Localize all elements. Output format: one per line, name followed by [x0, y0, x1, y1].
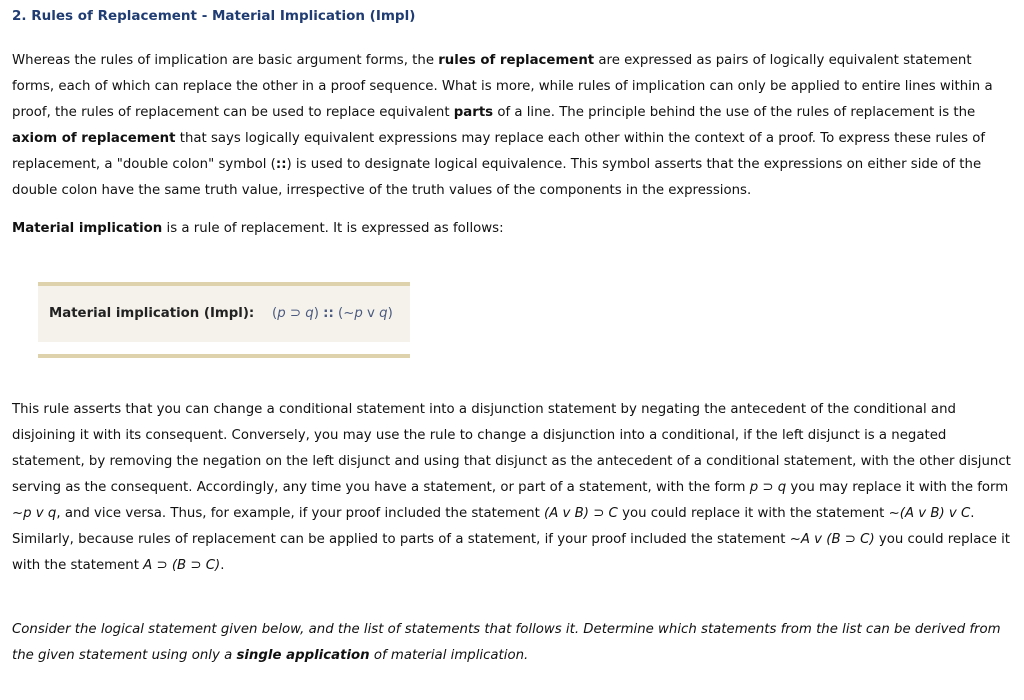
explanation-text-5: . Similarly, because rules of replacement can be applied to parts of a statement, if your proof included the statement — [12, 506, 975, 547]
intro-text-3: of a line. The principle behind the use of the rules of replacement is the — [493, 105, 976, 120]
instruction-paragraph — [12, 617, 1012, 669]
explanation-text-1: This rule asserts that you can change a conditional statement into a disjunction statement by negating the antecedent of the conditional and disjoining it with its consequent. Conversely, you may use the rule to change a disjunction into a conditional, if the left disjunct is a negated statement, by removing the negation on the left disjunct and using that disjunct as the antecedent of a conditional statement, with the other disjunct serving as the consequent. Accordingly, any time you have a statement, or part of a statement, with the form — [12, 402, 1011, 495]
intro-text-2: are expressed as pairs of logically equivalent statement forms, each of which can replace the other in a proof sequence. What is more, while rules of implication can only be applied to entire lines within a proof, the rules of replacement can be used to replace equivalent — [12, 53, 993, 120]
math-example-1: (A v B) ⊃ C — [544, 506, 618, 521]
instruction-text-2: of material implication. — [369, 648, 529, 663]
rule-box-body — [38, 286, 410, 342]
rule-box-bottom-border — [38, 354, 410, 358]
rule-box — [38, 282, 410, 359]
term-parts: parts — [453, 105, 494, 120]
formula-negation: (~ — [333, 306, 355, 321]
instruction-text-1: Consider the logical statement given below, and the list of statements that follows it. Determine which statements from the list can be derived from the given statement using only a — [12, 622, 1001, 663]
formula-var-q: q — [305, 306, 314, 321]
intro-text-5: ) is used to designate logical equivalence. This symbol asserts that the expressions on either side of the double colon have the same truth value, irrespective of the truth values of the components in the expressions. — [12, 157, 982, 198]
formula-paren: ) — [313, 306, 324, 321]
formula-paren: ) — [387, 306, 393, 321]
definition-text: is a rule of replacement. It is expressed as follows: — [162, 221, 504, 236]
math-example-1-result: ~(A v B) v C — [888, 506, 971, 521]
term-axiom-of-replacement: axiom of replacement — [12, 131, 176, 146]
explanation-text-7: . — [220, 558, 225, 573]
rule-formula — [272, 306, 393, 321]
explanation-text-6: you could replace it with the statement — [12, 532, 1011, 573]
formula-paren: ( — [272, 306, 278, 321]
math-example-2: ~A v (B ⊃ C) — [789, 532, 875, 547]
term-material-implication: Material implication — [12, 221, 163, 236]
explanation-text-3: , and vice versa. Thus, for example, if your proof included the statement — [56, 506, 545, 521]
intro-text-4: that says logically equivalent expressions may replace each other within the context of a proof. To express these rules of replacement, a "double colon" symbol ( — [12, 131, 986, 172]
math-disjunction-form: ~p v q — [12, 506, 57, 521]
formula-var-q: q — [379, 306, 388, 321]
formula-var-p: p — [354, 306, 363, 321]
explanation-text-2: you may replace it with the form — [786, 480, 1009, 495]
term-single-application: single application — [236, 648, 370, 663]
math-example-2-result: A ⊃ (B ⊃ C) — [143, 558, 221, 573]
explanation-paragraph — [12, 397, 1012, 579]
formula-var-p: p — [277, 306, 286, 321]
definition-paragraph — [12, 216, 1012, 242]
formula-implies: ⊃ — [285, 306, 306, 321]
math-conditional-form: p ⊃ q — [749, 480, 787, 495]
formula-double-colon: :: — [323, 306, 334, 321]
double-colon-symbol: :: — [275, 157, 287, 172]
explanation-text-4: you could replace it with the statement — [617, 506, 889, 521]
section-title: 2. Rules of Replacement - Material Implication (Impl) — [12, 8, 416, 24]
formula-or: v — [362, 306, 380, 321]
term-rules-of-replacement: rules of replacement — [438, 53, 595, 68]
rule-label: Material implication (Impl): — [49, 306, 255, 321]
intro-text-1: Whereas the rules of implication are basic argument forms, the — [12, 53, 439, 68]
intro-paragraph — [12, 48, 1012, 204]
